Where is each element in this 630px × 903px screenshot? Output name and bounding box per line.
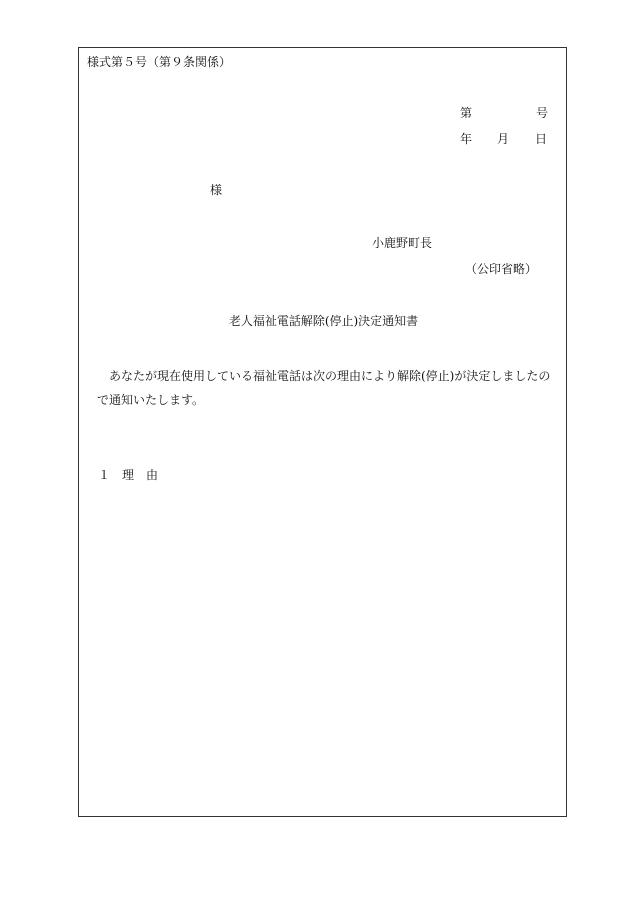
document-title: 老人福祉電話解除(停止)決定通知書	[228, 314, 419, 328]
addressee-honorific: 様	[210, 183, 223, 197]
notice-body: あなたが現在使用している福祉電話は次の理由により解除(停止)が決定しましたので通知いたします。	[97, 369, 551, 407]
document-frame	[78, 47, 567, 817]
document-number-prefix: 第	[460, 106, 473, 120]
date-day-label: 日	[535, 132, 548, 146]
date-year-label: 年	[460, 132, 473, 146]
seal-omitted-note: （公印省略）	[465, 262, 538, 276]
date-month-label: 月	[497, 132, 510, 146]
document-number-suffix: 号	[536, 106, 549, 120]
form-number-label: 様式第５号（第９条関係）	[87, 55, 232, 69]
reason-heading: １ 理 由	[98, 468, 159, 482]
issuer-name: 小鹿野町長	[372, 236, 433, 250]
